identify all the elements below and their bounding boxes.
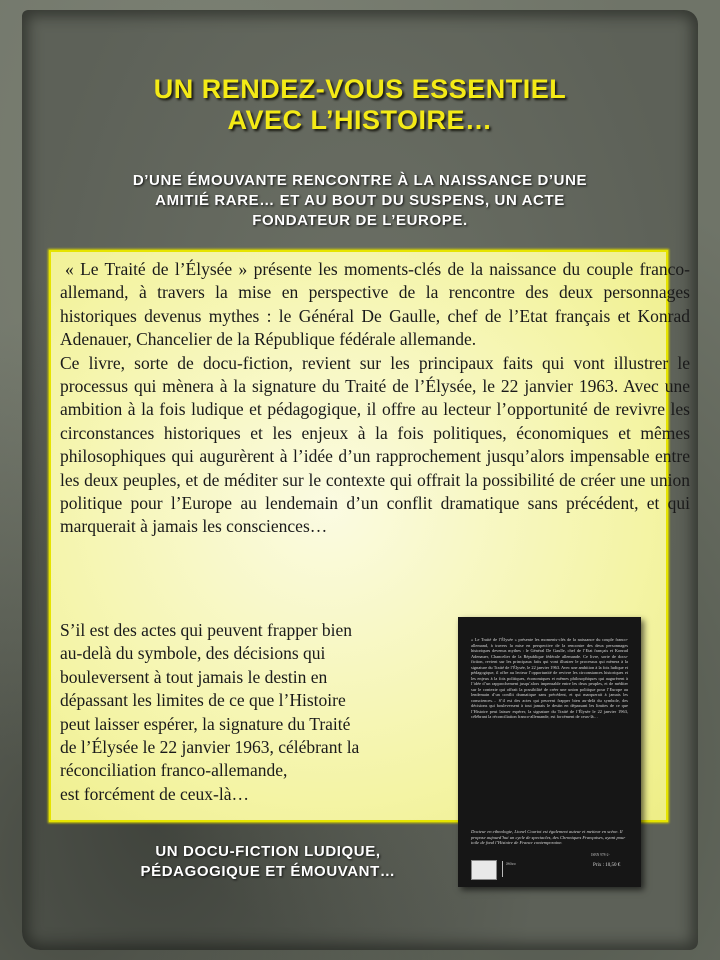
footer-line-2: PÉDAGOGIQUE ET ÉMOUVANT… [140,863,396,880]
page-title [0,74,720,136]
title-line-2: AVEC L’HISTOIRE… [227,105,493,135]
subtitle-line-2: AMITIÉ RARE… ET AU BOUT DU SUSPENS, UN ACTE [155,192,565,209]
barcode-icon [471,860,497,880]
book-back-cover [458,617,641,887]
footer-tagline [108,842,428,882]
paragraph-3-line: est forcément de ceux-là… [60,783,250,804]
paragraph-3 [60,619,430,806]
description-text [60,258,690,539]
subtitle-line-1: D’UNE ÉMOUVANTE RENCONTRE À LA NAISSANCE D’UNE [132,172,588,189]
subtitle-line-3: FONDATEUR DE L’EUROPE. [252,212,468,229]
paragraph-3-line: bouleversent à tout jamais le destin en [60,666,328,687]
book-price: Prix : 10,50 € [593,863,621,868]
paragraph-1: « Le Traité de l’Élysée » présente les moments-clés de la naissance du couple franco-allemand, à travers la mise en perspective de la rencontre des deux personnages historiques devenus mythes : le Général De Gaulle, chef de l’Etat français et Konrad Adenauer, Chancelier de la République fédérale allemande. [60,259,690,350]
paragraph-3-line: réconciliation franco-allemande, [60,760,288,781]
footer-line-1: UN DOCU-FICTION LUDIQUE, [155,843,381,860]
publisher-logo: Jéthro [502,861,536,877]
paragraph-3-line: au-delà du symbole, des décisions qui [60,643,326,664]
book-blurb: « Le Traité de l’Élysée » présente les moments-clés de la naissance du couple franco-allemand, à travers la mise en perspective de la rencontre des deux personnages historiques devenus mythes : le Général De Gaulle, chef de l’Etat français et Konrad Adenauer, Chancelier de la République fédérale allemande. Ce livre, sorte de docu-fiction, revient sur les principaux faits qui vont illustrer le processus qui mènera à la signature du Traité de l’Élysée, le 22 janvier 1963. Avec une ambition à la fois ludique et pédagogique, il offre au lecteur l’opportunité de revivre les circonstances historiques et les enjeux à la fois politiques, économiques et mêmes philosophiques qui augurèrent à l’idée d’un rapprochement jusqu’alors impensable entre les deux peuples, et de méditer sur le contexte qui offrait la possibilité de créer une union politique pour l’Europe au lendemain d’un conflit dramatique sans précédent, et qui marquerait à jamais les consciences… S’il est des actes qui peuvent frapper bien au-delà du symbole, des décisions qui bouleversent à tout jamais le destin en dépassant les limites de ce que l’Histoire peut laisser espérer, la signature du Traité de l’Élysée le 22 janvier 1963, célébrant la réconciliation franco-allemande, est forcément de ceux-là… [471,637,628,719]
paragraph-3-line: S’il est des actes qui peuvent frapper bien [60,620,353,640]
subtitle [108,171,612,231]
title-line-1: UN RENDEZ-VOUS ESSENTIEL [153,74,567,104]
book-author-note: Docteur en ethnologie, Lionel Courtot est également auteur et metteur en scène. Il propose aujourd’hui un cycle de spectacles, des Chroniques Françaises, ayant pour toile de fond l’Histoire de France contemporaine. [471,829,626,846]
paragraph-3-line: peut laisser espérer, la signature du Traité [60,713,351,734]
paragraph-2: Ce livre, sorte de docu-fiction, revient sur les principaux faits qui vont illustrer le processus qui mènera à la signature du Traité de l’Élysée, le 22 janvier 1963. Avec une ambition à la fois ludique et pédagogique, il offre au lecteur l’opportunité de revivre les circonstances historiques et les enjeux à la fois politiques, économiques et mêmes philosophiques qui augurèrent à l’idée d’un rapprochement jusqu’alors impensable entre les deux peuples, et de méditer sur le contexte qui offrait la possibilité de créer une union politique pour l’Europe au lendemain d’un conflit dramatique sans précédent, et qui marquerait à jamais les consciences… [60,352,690,537]
book-isbn: ISBN 978-2- [591,853,610,857]
paragraph-3-line: dépassant les limites de ce que l’Histoire [60,690,346,711]
paragraph-3-line: de l’Élysée le 22 janvier 1963, célébrant la [60,737,360,758]
